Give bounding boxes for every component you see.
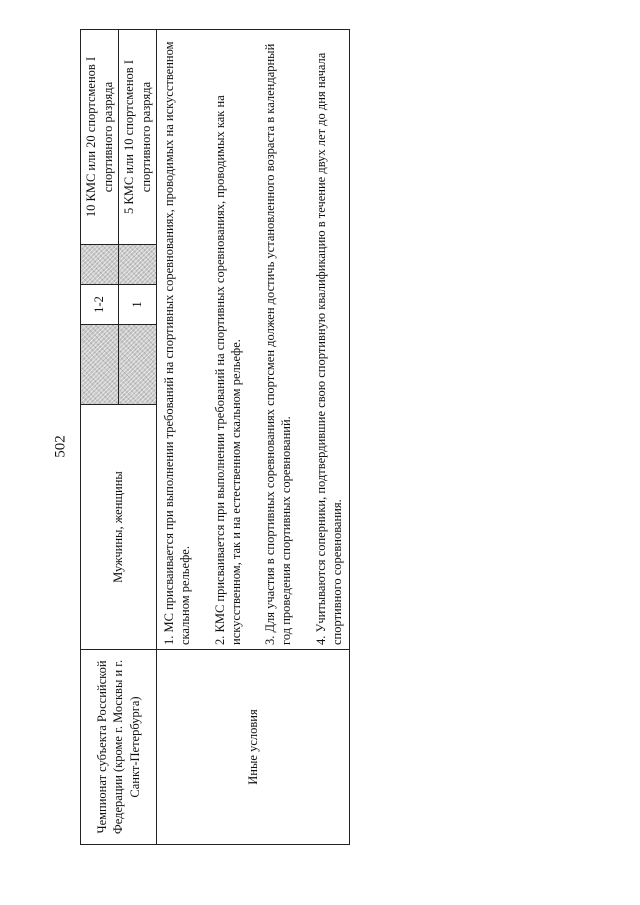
table-row [157,30,350,845]
table-row [81,30,119,845]
participants-cell: Мужчины, женщины [81,405,157,650]
shaded-cell [119,245,157,285]
competition-cell: Чемпионат субъекта Российской Федерации (кроме г. Москвы и г. Санкт-Петербурга) [81,650,157,845]
qualification-table [80,29,350,845]
conditions-cell [157,30,350,650]
requirement-cell: 10 КМС или 20 спортсменов I спортивного разряда [81,30,119,245]
requirement-cell: 5 КМС или 10 спортсменов I спортивного разряда [119,30,157,245]
place-cell: 1-2 [81,285,119,325]
page-number: 502 [52,435,69,458]
condition-text: 4. Учитываются соперники, подтвердившие свою спортивную квалификацию в течение двух лет до дня начала спортивного соревнования. [313,52,344,645]
rotated-table-wrapper [80,30,350,845]
condition-text: 3. Для участия в спортивных соревнованиях спортсмен должен достичь установленного возраста в календарный год проведения спортивных соревнований. [263,43,294,645]
condition-text: 1. МС присваивается при выполнении требований на спортивных соревнованиях, проводимых на искусственном скальном рельефе. [162,41,193,645]
shaded-cell [119,325,157,405]
shaded-cell [81,325,119,405]
shaded-cell [81,245,119,285]
other-conditions-label: Иные условия [157,650,350,845]
place-cell: 1 [119,285,157,325]
condition-text: 2. КМС присваивается при выполнении требований на спортивных соревнованиях, проводимых как на искусственном, так и на естественном скальном рельефе. [212,95,243,645]
